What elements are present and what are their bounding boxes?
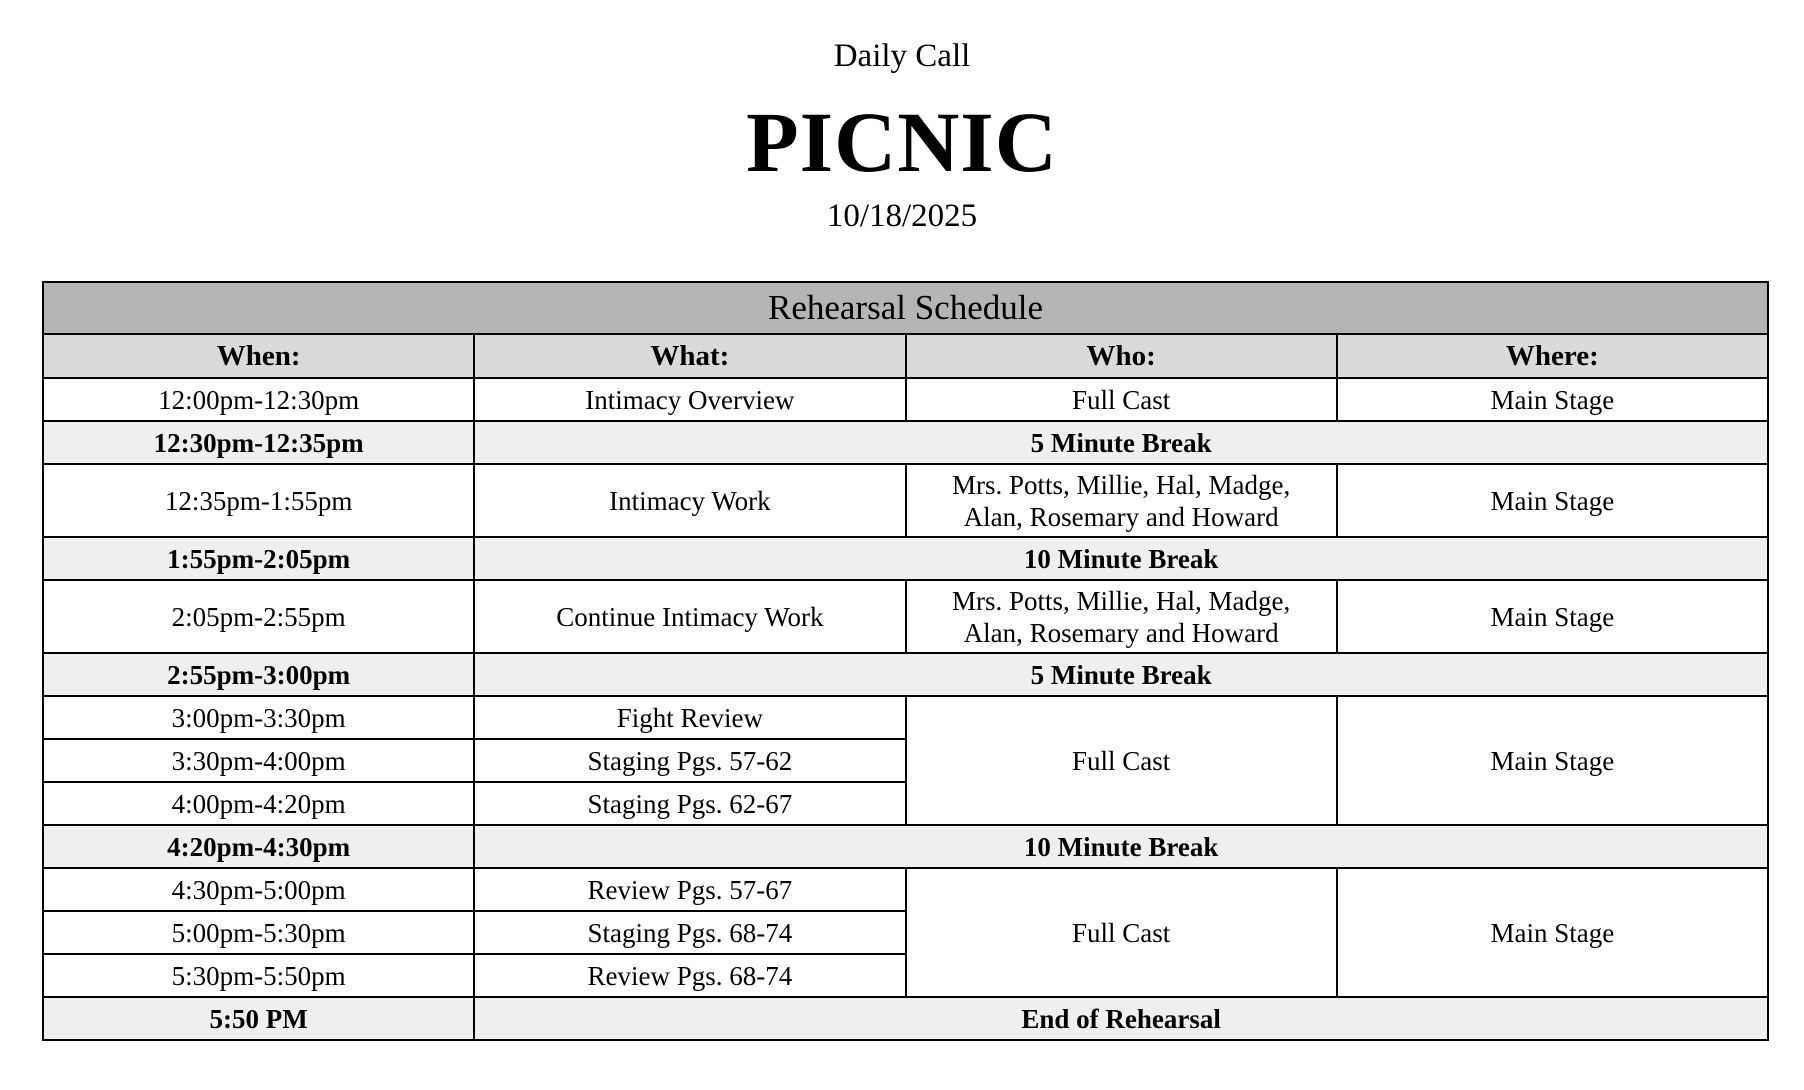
cell-when: 2:05pm-2:55pm xyxy=(43,580,474,653)
cell-when: 3:30pm-4:00pm xyxy=(43,739,474,782)
cell-what: Staging Pgs. 68-74 xyxy=(474,911,905,954)
cell-when: 5:30pm-5:50pm xyxy=(43,954,474,997)
cell-what: Fight Review xyxy=(474,696,905,739)
cell-what: Review Pgs. 68-74 xyxy=(474,954,905,997)
cell-when: 12:35pm-1:55pm xyxy=(43,464,474,537)
cell-who xyxy=(906,580,1337,653)
schedule-row xyxy=(43,868,1768,911)
who-line: Mrs. Potts, Millie, Hal, Madge, xyxy=(952,585,1291,616)
document-label: Daily Call xyxy=(833,38,971,74)
cell-when: 1:55pm-2:05pm xyxy=(43,537,474,580)
table-title: Rehearsal Schedule xyxy=(43,282,1768,334)
cell-when: 4:20pm-4:30pm xyxy=(43,825,474,868)
break-row xyxy=(43,421,1768,464)
cell-what: Intimacy Overview xyxy=(474,378,905,421)
schedule-row xyxy=(43,378,1768,421)
cell-when: 5:50 PM xyxy=(43,997,474,1040)
break-label: 10 Minute Break xyxy=(474,537,1768,580)
column-header-when: When: xyxy=(43,334,474,378)
who-line: Alan, Rosemary and Howard xyxy=(963,501,1279,532)
cell-when: 12:00pm-12:30pm xyxy=(43,378,474,421)
break-label: 5 Minute Break xyxy=(474,653,1768,696)
cell-who xyxy=(906,464,1337,537)
cell-what: Review Pgs. 57-67 xyxy=(474,868,905,911)
break-label: 5 Minute Break xyxy=(474,421,1768,464)
cell-who: Full Cast xyxy=(906,868,1337,997)
cell-who: Full Cast xyxy=(906,696,1337,825)
break-row xyxy=(43,653,1768,696)
cell-where: Main Stage xyxy=(1337,378,1768,421)
cell-what: Staging Pgs. 57-62 xyxy=(474,739,905,782)
schedule-row xyxy=(43,464,1768,537)
call-date: 10/18/2025 xyxy=(826,198,978,234)
who-line: Mrs. Potts, Millie, Hal, Madge, xyxy=(952,469,1291,500)
cell-when: 4:00pm-4:20pm xyxy=(43,782,474,825)
rehearsal-schedule-table xyxy=(42,281,1769,1041)
end-row xyxy=(43,997,1768,1040)
show-title: PICNIC xyxy=(746,94,1058,190)
cell-where: Main Stage xyxy=(1337,580,1768,653)
schedule-row xyxy=(43,696,1768,739)
column-header-what: What: xyxy=(474,334,905,378)
who-line: Alan, Rosemary and Howard xyxy=(963,617,1279,648)
end-label: End of Rehearsal xyxy=(474,997,1768,1040)
cell-what: Continue Intimacy Work xyxy=(474,580,905,653)
cell-when: 12:30pm-12:35pm xyxy=(43,421,474,464)
cell-when: 5:00pm-5:30pm xyxy=(43,911,474,954)
column-header-row xyxy=(43,334,1768,378)
cell-where: Main Stage xyxy=(1337,868,1768,997)
break-row xyxy=(43,825,1768,868)
cell-where: Main Stage xyxy=(1337,696,1768,825)
cell-when: 3:00pm-3:30pm xyxy=(43,696,474,739)
cell-when: 2:55pm-3:00pm xyxy=(43,653,474,696)
break-row xyxy=(43,537,1768,580)
cell-what: Intimacy Work xyxy=(474,464,905,537)
cell-what: Staging Pgs. 62-67 xyxy=(474,782,905,825)
column-header-who: Who: xyxy=(906,334,1337,378)
cell-who: Full Cast xyxy=(906,378,1337,421)
break-label: 10 Minute Break xyxy=(474,825,1768,868)
column-header-where: Where: xyxy=(1337,334,1768,378)
cell-where: Main Stage xyxy=(1337,464,1768,537)
cell-when: 4:30pm-5:00pm xyxy=(43,868,474,911)
schedule-row xyxy=(43,580,1768,653)
